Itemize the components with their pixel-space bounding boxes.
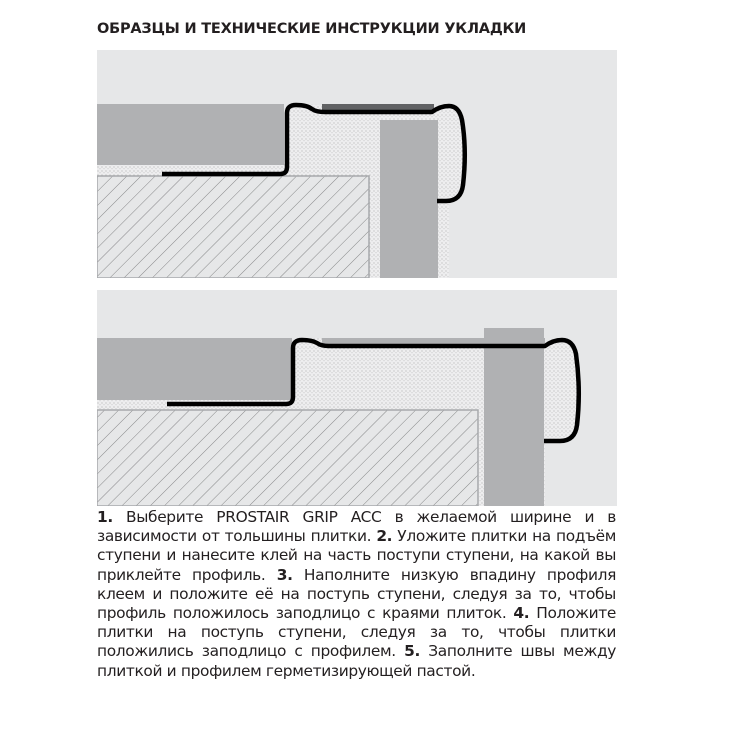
step-substrate	[97, 176, 369, 278]
step-number: 4.	[513, 604, 530, 623]
step-text: Уложите плитки на подъём ступени и нанесите клей на часть поступи ступени, на какой вы приклейте профиль.	[97, 527, 616, 584]
page-title: ОБРАЗЦЫ И ТЕХНИЧЕСКИЕ ИНСТРУКЦИИ УКЛАДКИ	[97, 21, 527, 37]
step-text: Выберите PROSTAIR GRIP ACC в желаемой ширине и в зависимости от тольшины плитки.	[97, 508, 616, 546]
installation-instructions	[97, 508, 616, 681]
diagram-step-1	[97, 50, 617, 278]
step-number: 5.	[404, 642, 420, 661]
riser-tile	[380, 120, 438, 278]
tread-tile-on-profile	[322, 338, 545, 344]
tread-tile	[97, 104, 284, 165]
step-text: Наполните низкую впадину профиля клеем и положите её на поступь ступени, следуя за то, чтобы профиль положилось заподлицо с краями плиток.	[97, 565, 616, 623]
tread-tile	[97, 338, 292, 400]
step-text: Положите плитки на поступь ступени, следуя за то, чтобы плитки положились заподлицо с профилем.	[97, 604, 616, 661]
step-text: Заполните швы между плиткой и профилем герметизирующей пастой.	[97, 642, 617, 680]
step-number: 2.	[376, 527, 393, 546]
riser-tile	[484, 328, 544, 506]
step-number: 3.	[276, 565, 293, 584]
diagram-step-2	[97, 290, 617, 506]
step-number: 1.	[97, 508, 113, 526]
step-substrate	[97, 410, 478, 506]
